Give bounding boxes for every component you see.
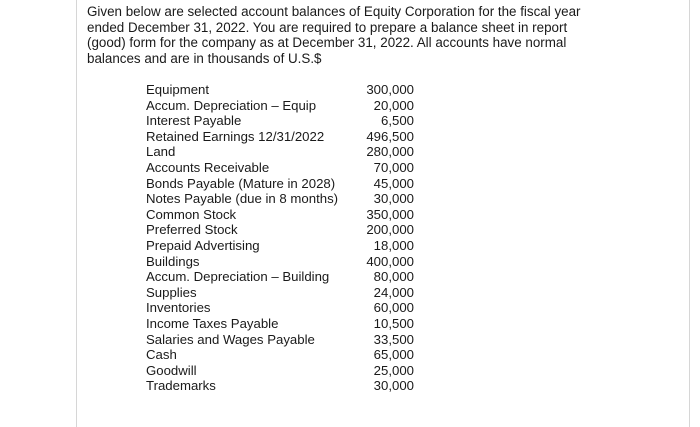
table-row — [146, 347, 414, 363]
account-name: Preferred Stock — [146, 222, 238, 238]
table-row — [146, 238, 414, 254]
account-amount: 200,000 — [366, 222, 414, 238]
account-name: Accum. Depreciation – Building — [146, 269, 330, 285]
account-amount: 300,000 — [366, 82, 414, 97]
table-row — [146, 129, 414, 145]
account-name: Salaries and Wages Payable — [146, 331, 315, 347]
account-amount: 30,000 — [373, 191, 414, 207]
account-amount: 20,000 — [373, 97, 414, 113]
account-name: Bonds Payable (Mature in 2028) — [146, 175, 336, 191]
table-row — [146, 207, 414, 223]
account-name: Supplies — [146, 284, 197, 300]
account-name: Income Taxes Payable — [146, 315, 279, 331]
account-amount: 45,000 — [373, 175, 414, 191]
account-amount: 6,500 — [380, 113, 414, 129]
account-name: Inventories — [146, 300, 211, 316]
account-name: Equipment — [146, 82, 210, 97]
account-amount: 65,000 — [373, 347, 414, 363]
table-row — [146, 378, 414, 394]
account-name: Buildings — [146, 253, 200, 269]
table-row — [146, 144, 414, 160]
account-name: Accounts Receivable — [146, 159, 270, 175]
table-row — [146, 363, 414, 379]
table-row — [146, 160, 414, 176]
table-row — [146, 300, 414, 316]
account-amount: 25,000 — [373, 362, 414, 378]
table-row — [146, 332, 414, 348]
table-row — [146, 316, 414, 332]
account-amount: 80,000 — [373, 269, 414, 285]
account-name: Retained Earnings 12/31/2022 — [146, 128, 325, 144]
account-name: Prepaid Advertising — [146, 237, 260, 253]
table-row — [146, 191, 414, 207]
account-name: Cash — [146, 347, 177, 363]
account-name: Notes Payable (due in 8 months) — [146, 191, 339, 207]
account-name: Accum. Depreciation – Equip — [146, 97, 317, 113]
table-row — [146, 254, 414, 270]
account-name: Common Stock — [146, 206, 237, 222]
table-row — [146, 113, 414, 129]
account-name: Trademarks — [146, 378, 216, 394]
problem-intro: Given below are selected account balances of Equity Corporation for the fiscal year ended December 31, 2022. You are required to prepare a balance sheet in report (good) form for the company as at December 31, 2022. All accounts have normal balances and are in thousands of U.S.$ — [87, 4, 581, 66]
account-name: Interest Payable — [146, 113, 242, 129]
table-row — [146, 269, 414, 285]
account-amount: 33,500 — [373, 331, 414, 347]
account-amount: 496,500 — [366, 128, 414, 144]
account-amount: 280,000 — [366, 144, 414, 160]
account-name: Goodwill — [146, 362, 197, 378]
account-amount: 24,000 — [373, 284, 414, 300]
table-row — [146, 82, 414, 98]
account-amount: 18,000 — [373, 237, 414, 253]
account-balances-table — [146, 82, 414, 394]
table-row — [146, 176, 414, 192]
account-amount: 400,000 — [366, 253, 414, 269]
account-amount: 10,500 — [373, 315, 414, 331]
account-amount: 350,000 — [366, 206, 414, 222]
table-row — [146, 98, 414, 114]
table-row — [146, 222, 414, 238]
account-name: Land — [146, 144, 176, 160]
account-amount: 30,000 — [373, 378, 414, 394]
account-amount: 70,000 — [373, 159, 414, 175]
account-amount: 60,000 — [373, 300, 414, 316]
table-row — [146, 285, 414, 301]
